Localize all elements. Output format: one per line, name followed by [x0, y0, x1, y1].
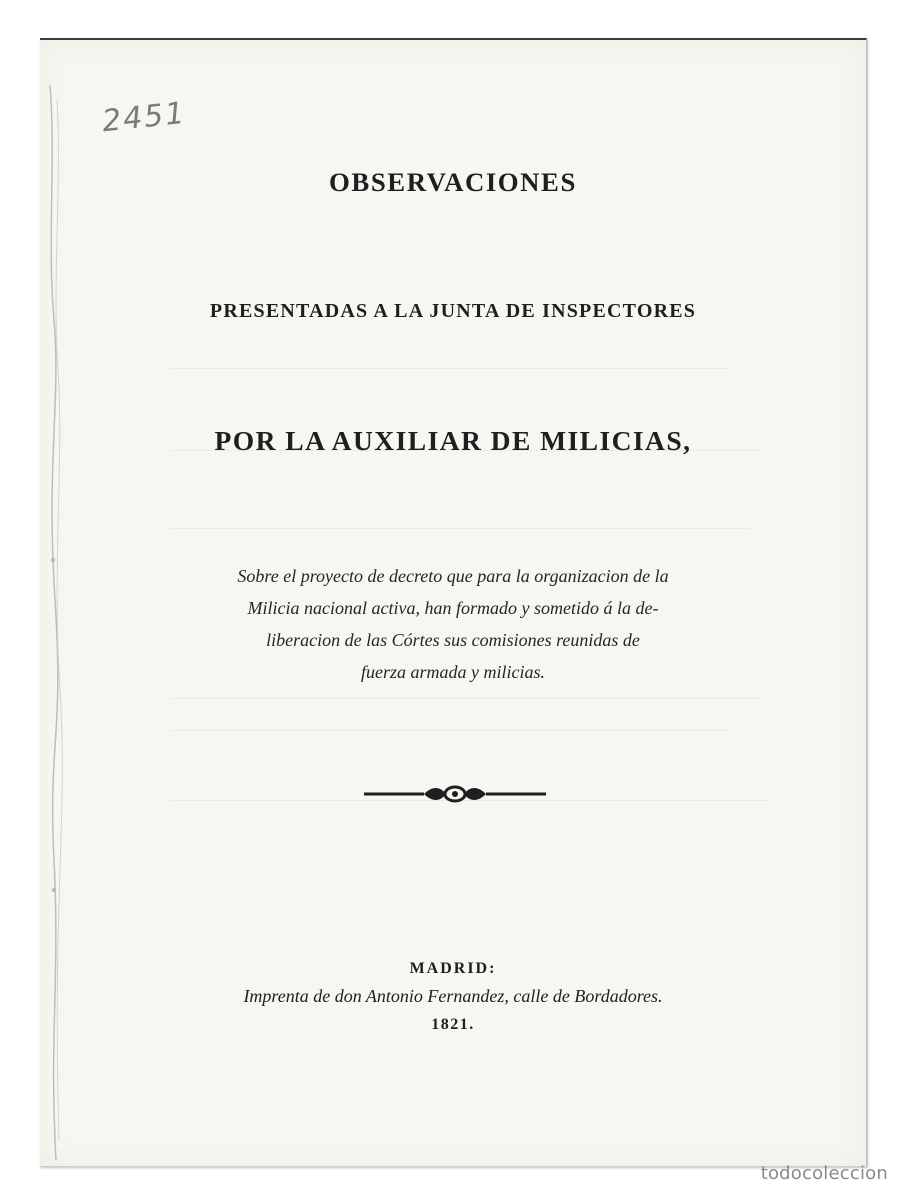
document-page [40, 38, 867, 1167]
description-line: fuerza armada y milicias. [361, 662, 545, 682]
publication-year: 1821. [431, 1016, 475, 1033]
handwritten-number: 2451 [100, 95, 188, 140]
description-line: Milicia nacional activa, han formado y sometido á la de- [247, 598, 659, 618]
decorative-divider-icon [362, 780, 548, 808]
document-title: OBSERVACIONES [329, 168, 577, 197]
document-subtitle: PRESENTADAS A LA JUNTA DE INSPECTORES [209, 300, 697, 322]
watermark: todocoleccion [760, 1163, 888, 1184]
description-line: Sobre el proyecto de decreto que para la organizacion de la [237, 566, 669, 586]
publication-printer: Imprenta de don Antonio Fernandez, calle de Bordadores. [243, 986, 663, 1006]
document-description [148, 560, 758, 688]
publication-city: MADRID: [409, 960, 497, 977]
document-author: POR LA AUXILIAR DE MILICIAS, [214, 426, 692, 456]
description-line: liberacion de las Córtes sus comisiones reunidas de [266, 630, 640, 650]
